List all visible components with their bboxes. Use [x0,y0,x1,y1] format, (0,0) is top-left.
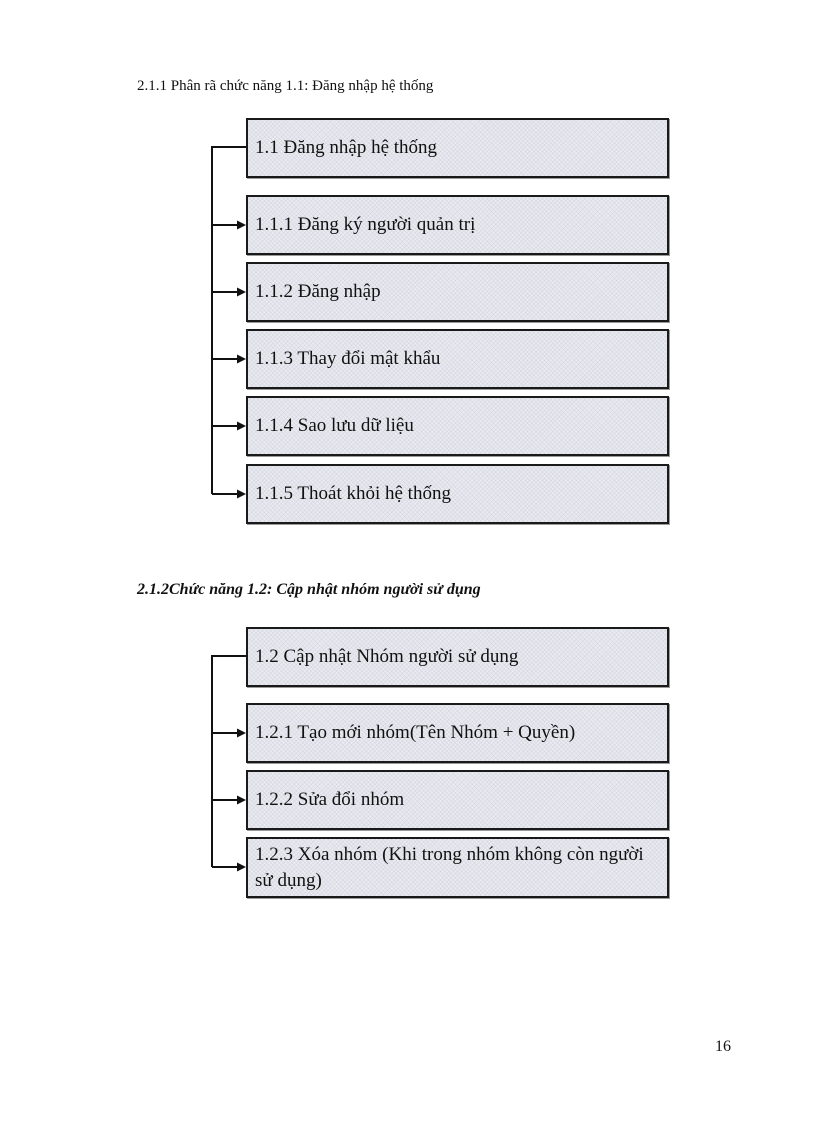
diagram-1-child-box-3 [246,329,669,389]
diagram-2-child-label-3: 1.2.3 Xóa nhóm (Khi trong nhóm không còn người sử dụng) [255,844,644,891]
diagram-2-child-box-3 [246,837,669,898]
diagram-1-child-label-3: 1.1.3 Thay đổi mật khẩu [255,348,441,369]
section-heading-2-1-2: 2.1.2Chức năng 1.2: Cập nhật nhóm người sử dụng [137,581,481,598]
diagram-1-child-box-5 [246,464,669,524]
diagram-1-child-label-5: 1.1.5 Thoát khỏi hệ thống [255,483,451,504]
diagram-2-arrowhead-3 [237,863,246,872]
diagram-2-child-label-1: 1.2.1 Tạo mới nhóm(Tên Nhóm + Quyền) [255,722,576,743]
diagram-1-arrowhead-3 [237,355,246,364]
diagram-2-root-label: 1.2 Cập nhật Nhóm người sử dụng [255,646,519,667]
diagram-1-child-label-4: 1.1.4 Sao lưu dữ liệu [255,415,414,436]
diagram-1-root-box [246,118,669,178]
diagram-1-child-box-2 [246,262,669,322]
diagram-1-arrowhead-5 [237,490,246,499]
diagram-1-arrowhead-4 [237,422,246,431]
section-heading-2-1-1: 2.1.1 Phân rã chức năng 1.1: Đăng nhập hệ thống [137,78,434,94]
diagram-1-child-box-1 [246,195,669,255]
diagram-2-child-label-2: 1.2.2 Sửa đổi nhóm [255,789,405,810]
diagram-1-child-box-4 [246,396,669,456]
diagram-2-root-box [246,627,669,687]
diagram-2-child-box-2 [246,770,669,830]
page-number: 16 [715,1038,731,1055]
diagram-2-arrowhead-1 [237,729,246,738]
diagram-1-root-label: 1.1 Đăng nhập hệ thống [255,137,438,158]
diagram-1-child-label-1: 1.1.1 Đăng ký người quản trị [255,214,476,235]
diagram-1-arrowhead-1 [237,221,246,230]
diagram-1-trunk-line [212,147,246,494]
diagram-1-child-label-2: 1.1.2 Đăng nhập [255,281,381,302]
diagram-2-arrowhead-2 [237,796,246,805]
diagram-2-child-box-1 [246,703,669,763]
diagram-1-arrowhead-2 [237,288,246,297]
diagram-2-trunk-line [212,656,246,867]
